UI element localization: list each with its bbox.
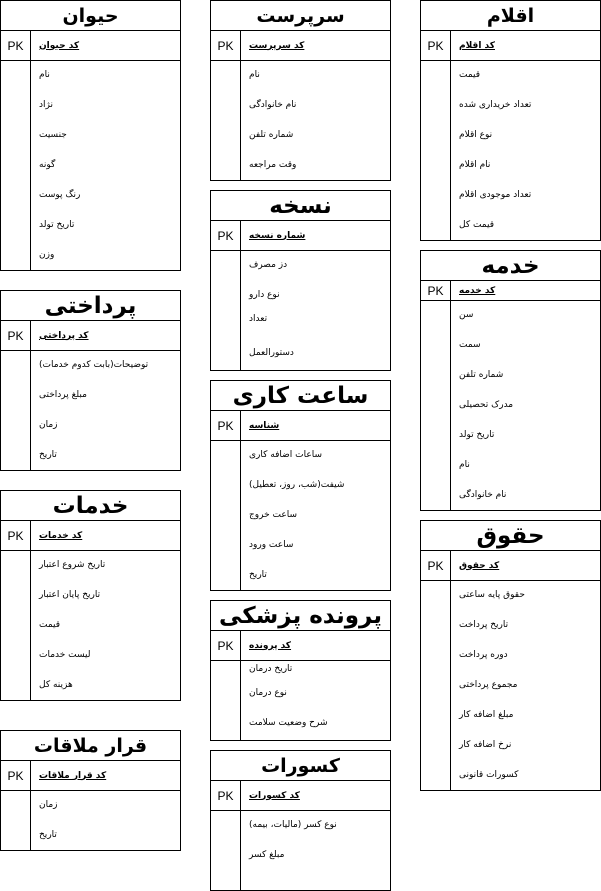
attribute: ساعت خروج (249, 510, 298, 520)
attribute-list (211, 811, 390, 890)
attribute: مبلغ اضافه کار (459, 710, 514, 720)
entity-title: نسخه (211, 191, 390, 221)
entity-title: اقلام (421, 1, 600, 31)
pk-field: کد خدمات (39, 530, 83, 541)
attribute: سمت (459, 340, 481, 350)
entity-title: پرداختی (1, 291, 180, 321)
attribute-list (1, 551, 180, 700)
attribute: ساعت ورود (249, 540, 294, 550)
pk-label: PK (1, 521, 31, 550)
entity-saat-kari (210, 380, 391, 591)
attribute: شماره تلفن (249, 130, 294, 140)
attribute-list (1, 351, 180, 470)
attribute: نوع درمان (249, 688, 287, 698)
pk-row (211, 221, 390, 251)
pk-label: PK (211, 631, 241, 660)
attribute: توضیحات(بابت کدوم خدمات) (39, 360, 149, 370)
entity-kosurat (210, 750, 391, 891)
entity-title: خدمه (421, 251, 600, 281)
attribute: تاریخ تولد (459, 430, 495, 440)
pk-row (211, 631, 390, 661)
attribute: تعداد موجودی اقلام (459, 190, 532, 200)
entity-title: پرونده پزشکی (211, 601, 390, 631)
attribute: قیمت (39, 620, 61, 630)
attribute: قیمت کل (459, 220, 495, 230)
entity-title: قرار ملاقات (1, 731, 180, 761)
pk-label: PK (421, 31, 451, 60)
pk-field: کد پرداختی (39, 330, 89, 341)
entity-khedme (420, 250, 601, 511)
attribute-list (211, 441, 390, 590)
attribute-list (421, 581, 600, 790)
entity-aghlam (420, 0, 601, 241)
attribute: شرح وضعیت سلامت (249, 718, 328, 728)
attribute: گونه (39, 160, 56, 170)
attribute: مجموع پرداختی (459, 680, 518, 690)
attribute: نام اقلام (459, 160, 491, 170)
attribute: هزینه کل (39, 680, 73, 690)
attribute: زمان (39, 800, 58, 810)
attribute-list (211, 661, 390, 740)
pk-row (1, 521, 180, 551)
pk-label: PK (211, 221, 241, 250)
pk-field: کد اقلام (459, 40, 495, 51)
attribute: شیفت(شب، روز، تعطیل) (249, 480, 345, 490)
attribute: ساعات اضافه کاری (249, 450, 323, 460)
attribute: رنگ پوست (39, 190, 81, 200)
attribute: دوره پرداخت (459, 650, 508, 660)
pk-label: PK (421, 551, 451, 580)
pk-row (421, 551, 600, 581)
pk-field: شناسه (249, 420, 280, 431)
pk-row (421, 31, 600, 61)
attribute-list (421, 61, 600, 240)
entity-title: سرپرست (211, 1, 390, 31)
pk-field: کد حقوق (459, 560, 500, 571)
entity-title: ساعت کاری (211, 381, 390, 411)
attribute: وزن (39, 250, 55, 260)
pk-label: PK (211, 31, 241, 60)
pk-field: کد قرار ملاقات (39, 770, 107, 781)
entity-title: حقوق (421, 521, 600, 551)
pk-field: کد کسورات (249, 790, 300, 801)
entity-khadamat (0, 490, 181, 701)
attribute: نوع دارو (249, 290, 280, 300)
attribute: نام (39, 70, 50, 80)
pk-row (1, 761, 180, 791)
attribute: تاریخ (39, 450, 57, 460)
entity-sarparast (210, 0, 391, 181)
pk-label: PK (421, 281, 451, 300)
pk-field: کد پرونده (249, 640, 292, 651)
pk-row (211, 781, 390, 811)
attribute-list (1, 61, 180, 270)
attribute: تاریخ درمان (249, 664, 293, 674)
attribute: نام (459, 460, 470, 470)
pk-row (211, 31, 390, 61)
pk-field: کد حیوان (39, 40, 80, 51)
attribute: تاریخ (249, 570, 267, 580)
attribute: دستورالعمل (249, 348, 294, 358)
attribute: شماره تلفن (459, 370, 504, 380)
attribute: نژاد (39, 100, 53, 110)
entity-pardakhti (0, 290, 181, 471)
attribute: نام خانوادگی (459, 490, 507, 500)
attribute: مدرک تحصیلی (459, 400, 514, 410)
pk-label: PK (211, 411, 241, 440)
attribute: زمان (39, 420, 58, 430)
attribute: قیمت (459, 70, 481, 80)
attribute-list (421, 301, 600, 510)
entity-title: کسورات (211, 751, 390, 781)
attribute: تاریخ شروع اعتبار (39, 560, 106, 570)
entity-parvande (210, 600, 391, 741)
pk-field: کد سرپرست (249, 40, 305, 51)
attribute: مبلغ پرداختی (39, 390, 87, 400)
attribute: جنسیت (39, 130, 67, 140)
attribute: تاریخ (39, 830, 57, 840)
entity-heyvan (0, 0, 181, 271)
attribute: تاریخ پرداخت (459, 620, 509, 630)
pk-row (421, 281, 600, 301)
attribute: نام (249, 70, 260, 80)
attribute: تاریخ تولد (39, 220, 75, 230)
attribute: دز مصرف (249, 260, 288, 270)
attribute-list (1, 791, 180, 850)
attribute: مبلغ کسر (249, 850, 285, 860)
attribute: نوع اقلام (459, 130, 493, 140)
entity-gharar (0, 730, 181, 851)
attribute: تعداد (249, 314, 268, 324)
attribute: نرخ اضافه کار (459, 740, 512, 750)
entity-title: حیوان (1, 1, 180, 31)
attribute: تاریخ پایان اعتبار (39, 590, 101, 600)
entity-title: خدمات (1, 491, 180, 521)
pk-row (1, 321, 180, 351)
pk-label: PK (211, 781, 241, 810)
pk-field: شماره نسخه (249, 230, 306, 241)
attribute: نوع کسر (مالیات، بیمه) (249, 820, 337, 830)
entity-hoghugh (420, 520, 601, 791)
attribute: کسورات قانونی (459, 770, 519, 780)
pk-label: PK (1, 321, 31, 350)
attribute: حقوق پایه ساعتی (459, 590, 525, 600)
attribute: سن (459, 310, 474, 320)
pk-row (1, 31, 180, 61)
attribute-list (211, 251, 390, 370)
entity-noskhe (210, 190, 391, 371)
attribute-list (211, 61, 390, 180)
pk-label: PK (1, 761, 31, 790)
attribute: تعداد خریداری شده (459, 100, 532, 110)
attribute: نام خانوادگی (249, 100, 297, 110)
pk-field: کد خدمه (459, 285, 496, 296)
attribute: لیست خدمات (39, 650, 91, 660)
attribute: وقت مراجعه (249, 160, 297, 170)
pk-row (211, 411, 390, 441)
pk-label: PK (1, 31, 31, 60)
